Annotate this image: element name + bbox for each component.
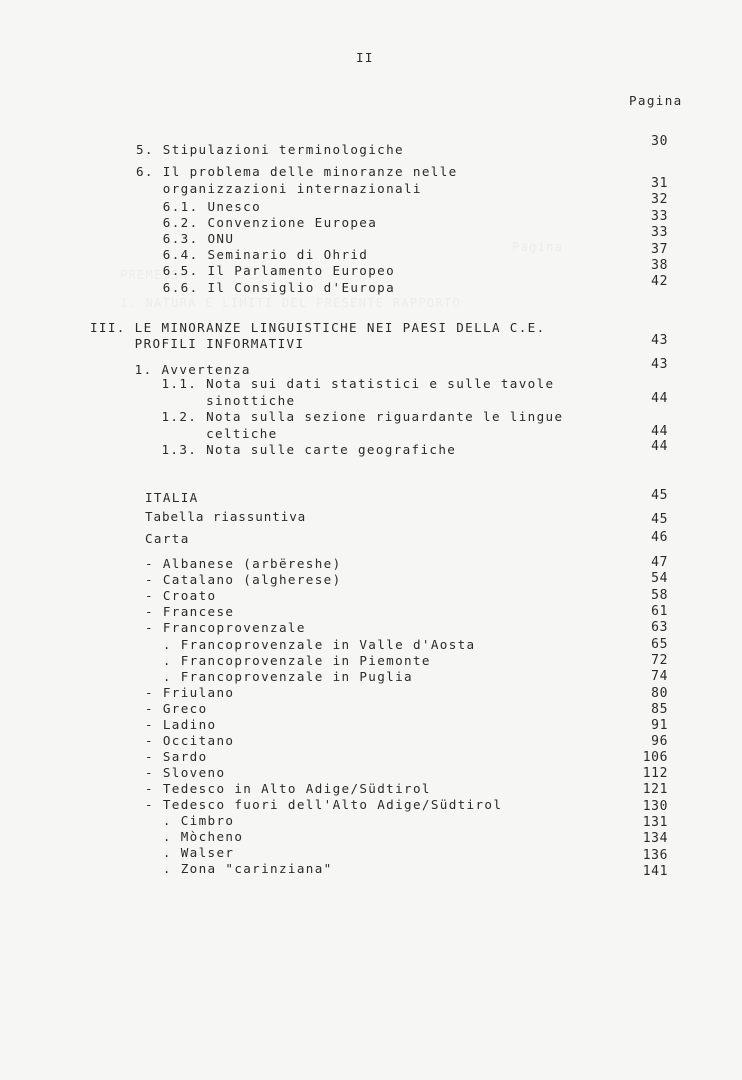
toc-entry: . Zona "carinziana" bbox=[145, 861, 333, 876]
toc-entry: - Occitano bbox=[145, 733, 235, 748]
toc-chapter-heading: PROFILI INFORMATIVI bbox=[90, 336, 305, 351]
toc-entry: . Francoprovenzale in Valle d'Aosta bbox=[145, 637, 476, 652]
toc-page-number: 65 bbox=[651, 637, 668, 652]
toc-page-number: 112 bbox=[642, 766, 668, 781]
toc-page-number: 54 bbox=[651, 571, 668, 586]
toc-entry: - Tedesco fuori dell'Alto Adige/Südtirol bbox=[145, 797, 503, 812]
toc-page-number: 106 bbox=[642, 750, 668, 765]
toc-page-number: 44 bbox=[651, 439, 668, 454]
toc-entry: - Catalano (algherese) bbox=[145, 572, 342, 587]
toc-entry: 1. Avvertenza bbox=[90, 362, 251, 377]
toc-page-number: 96 bbox=[651, 734, 668, 749]
toc-page-number: 43 bbox=[651, 357, 668, 372]
page-numeral: II bbox=[356, 50, 374, 65]
toc-entry: - Greco bbox=[145, 701, 208, 716]
toc-entry: 5. Stipulazioni terminologiche bbox=[136, 142, 404, 157]
toc-page-number: 141 bbox=[642, 864, 668, 879]
toc-page-number: 37 bbox=[651, 242, 668, 257]
toc-entry: organizzazioni internazionali bbox=[136, 181, 422, 196]
toc-country-heading: ITALIA bbox=[145, 490, 199, 505]
toc-entry: . Mòcheno bbox=[145, 829, 244, 844]
toc-page-number: 136 bbox=[642, 848, 668, 863]
toc-entry: . Walser bbox=[145, 845, 235, 860]
toc-page-number: 38 bbox=[651, 258, 668, 273]
toc-page-number: 74 bbox=[651, 669, 668, 684]
toc-page-number: 91 bbox=[651, 718, 668, 733]
toc-entry: 6.4. Seminario di Ohrid bbox=[136, 247, 369, 262]
toc-page-number: 45 bbox=[651, 512, 668, 527]
toc-page-number: 30 bbox=[651, 134, 668, 149]
page-column-label: Pagina bbox=[629, 93, 683, 108]
toc-entry: . Francoprovenzale in Piemonte bbox=[145, 653, 431, 668]
toc-page-number: 63 bbox=[651, 620, 668, 635]
toc-page-number: 131 bbox=[642, 815, 668, 830]
toc-entry: - Francoprovenzale bbox=[145, 620, 306, 635]
toc-entry: - Tedesco in Alto Adige/Südtirol bbox=[145, 781, 431, 796]
toc-page-number: 61 bbox=[651, 604, 668, 619]
toc-page-number: 80 bbox=[651, 686, 668, 701]
toc-entry: 6. Il problema delle minoranze nelle bbox=[136, 164, 458, 179]
toc-entry: - Albanese (arbëreshe) bbox=[145, 556, 342, 571]
toc-page-number: 45 bbox=[651, 488, 668, 503]
toc-entry: - Sardo bbox=[145, 749, 208, 764]
toc-chapter-heading: III. LE MINORANZE LINGUISTICHE NEI PAESI DELLA C.E. bbox=[90, 320, 546, 335]
toc-entry: Carta bbox=[145, 531, 190, 546]
toc-page-number: 130 bbox=[642, 799, 668, 814]
toc-page-number: 33 bbox=[651, 209, 668, 224]
toc-page-number: 85 bbox=[651, 702, 668, 717]
toc-page-number: 44 bbox=[651, 424, 668, 439]
toc-page-number: 44 bbox=[651, 391, 668, 406]
toc-entry: celtiche bbox=[90, 426, 278, 441]
toc-page-number: 121 bbox=[642, 782, 668, 797]
toc-entry: 6.5. Il Parlamento Europeo bbox=[136, 263, 396, 278]
toc-entry: 6.2. Convenzione Europea bbox=[136, 215, 378, 230]
toc-entry: 6.3. ONU bbox=[136, 231, 235, 246]
toc-entry: - Sloveno bbox=[145, 765, 226, 780]
toc-entry: 1.3. Nota sulle carte geografiche bbox=[90, 442, 457, 457]
toc-entry: - Francese bbox=[145, 604, 235, 619]
toc-entry: . Francoprovenzale in Puglia bbox=[145, 669, 413, 684]
toc-entry: - Friulano bbox=[145, 685, 235, 700]
toc-page-number: 47 bbox=[651, 555, 668, 570]
toc-page-number: 72 bbox=[651, 653, 668, 668]
toc-page-number: 46 bbox=[651, 530, 668, 545]
toc-page-number: 43 bbox=[651, 333, 668, 348]
toc-entry: sinottiche bbox=[90, 393, 296, 408]
toc-page-number: 31 bbox=[651, 176, 668, 191]
toc-entry: Tabella riassuntiva bbox=[145, 509, 307, 524]
toc-entry: . Cimbro bbox=[145, 813, 235, 828]
toc-entry: - Ladino bbox=[145, 717, 217, 732]
toc-entry: - Croato bbox=[145, 588, 217, 603]
toc-page-number: 42 bbox=[651, 274, 668, 289]
toc-entry: 1.2. Nota sulla sezione riguardante le lingue bbox=[90, 409, 564, 424]
toc-page-number: 58 bbox=[651, 588, 668, 603]
toc-page-number: 33 bbox=[651, 225, 668, 240]
toc-entry: 6.6. Il Consiglio d'Europa bbox=[136, 280, 396, 295]
toc-page-number: 134 bbox=[642, 831, 668, 846]
toc-page-number: 32 bbox=[651, 192, 668, 207]
toc-entry: 6.1. Unesco bbox=[136, 199, 262, 214]
toc-entry: 1.1. Nota sui dati statistici e sulle tavole bbox=[90, 376, 555, 391]
